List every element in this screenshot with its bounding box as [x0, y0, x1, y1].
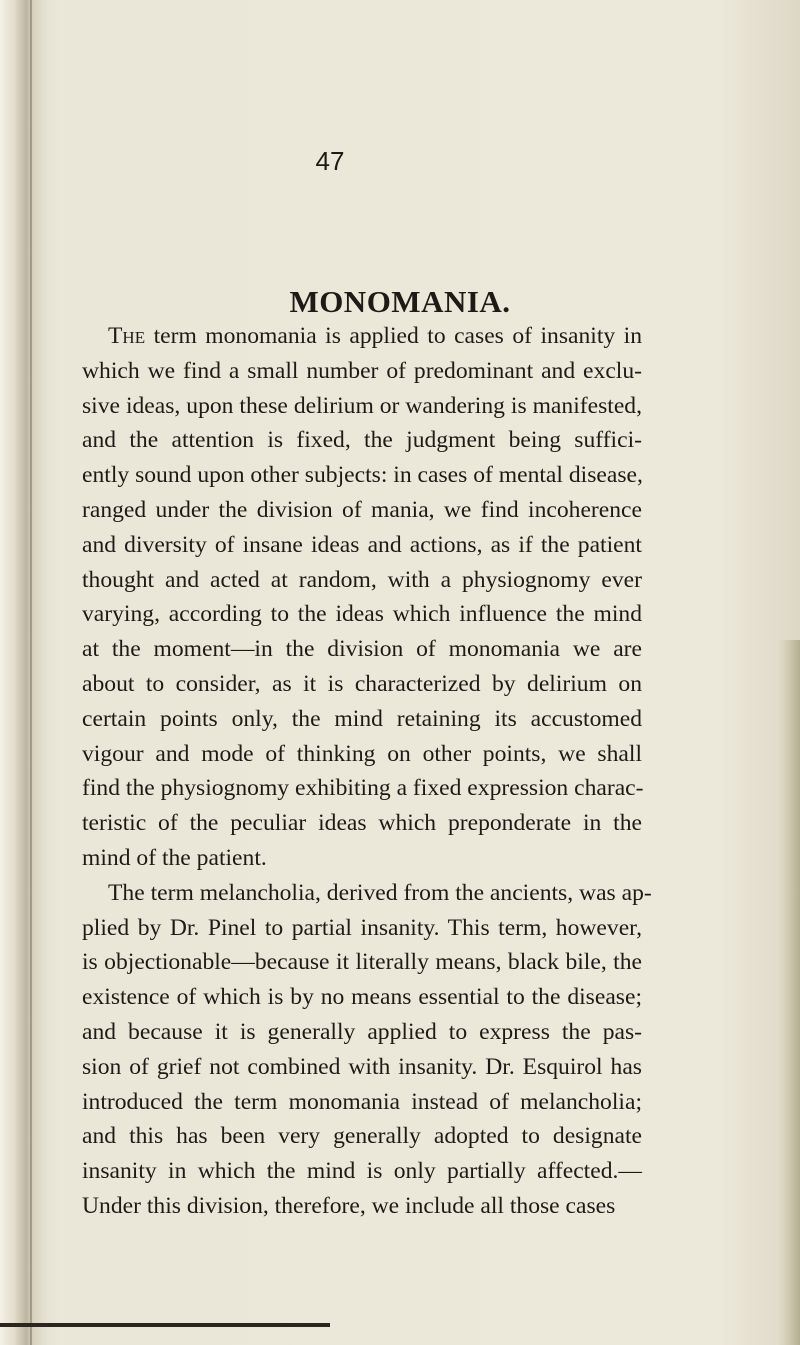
- text-line: and the attention is fixed, the judgment being suffici-: [82, 427, 642, 454]
- text-line: [82, 319, 642, 354]
- text-line: find the physiognomy exhibiting a fixed expression charac-: [82, 775, 644, 802]
- paragraph-2: [82, 876, 652, 1224]
- text-line: The term melancholia, derived from the ancients, was ap-: [108, 879, 652, 906]
- text-line: certain points only, the mind retaining its accustomed: [82, 705, 642, 732]
- text-line: at the moment—in the division of monomania we are: [82, 636, 642, 663]
- text-line: about to consider, as it is characterized by delirium on: [82, 670, 642, 697]
- body-text: [82, 319, 652, 1224]
- page-edge-shadow: [778, 640, 800, 1345]
- page-number: 47: [315, 146, 345, 176]
- text-line: which we find a small number of predominant and exclu-: [82, 357, 642, 384]
- text-line: and because it is generally applied to express the pas-: [82, 1018, 642, 1045]
- text-line: sive ideas, upon these delirium or wandering is manifested,: [82, 392, 642, 419]
- line-text: term monomania is applied to cases of insanity in: [153, 323, 643, 349]
- lead-word: The: [108, 323, 146, 349]
- book-spine-shadow: [0, 0, 48, 1345]
- text-line: existence of which is by no means essential to the disease;: [82, 984, 642, 1011]
- text-line: varying, according to the ideas which influence the mind: [82, 601, 642, 628]
- text-line: ently sound upon other subjects: in cases of mental disease,: [82, 462, 643, 489]
- paragraph-1: [82, 319, 642, 876]
- text-line: thought and acted at random, with a physiognomy ever: [82, 566, 642, 593]
- text-line: plied by Dr. Pinel to partial insanity. This term, however,: [82, 914, 642, 941]
- bottom-edge-mark: [0, 1323, 330, 1327]
- chapter-title: MONOMANIA.: [289, 284, 511, 319]
- spine-edge-line: [30, 0, 32, 1345]
- text-line: teristic of the peculiar ideas which preponderate in the: [82, 810, 642, 837]
- text-line: insanity in which the mind is only partially affected.—: [82, 1158, 642, 1185]
- text-line: is objectionable—because it literally means, black bile, the: [82, 949, 642, 976]
- text-line: and this has been very generally adopted to designate: [82, 1123, 642, 1150]
- text-line: Under this division, therefore, we include all those cases: [82, 1192, 616, 1219]
- text-line: ranged under the division of mania, we find incoherence: [82, 496, 642, 523]
- text-line: sion of grief not combined with insanity. Dr. Esquirol has: [82, 1053, 642, 1080]
- text-line: and diversity of insane ideas and actions, as if the patient: [82, 531, 642, 558]
- text-line: vigour and mode of thinking on other points, we shall: [82, 740, 642, 767]
- text-line: introduced the term monomania instead of melancholia;: [82, 1088, 642, 1115]
- text-line: mind of the patient.: [82, 844, 267, 871]
